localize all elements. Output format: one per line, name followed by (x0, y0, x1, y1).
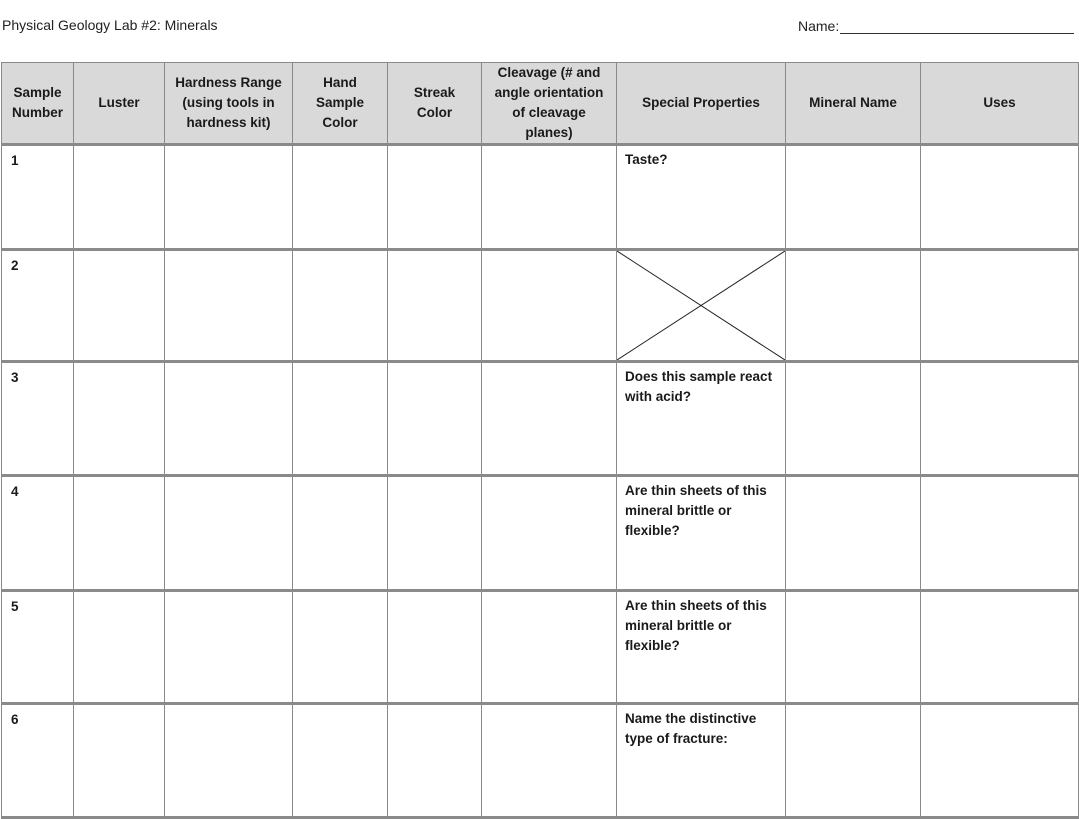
uses-cell[interactable] (921, 250, 1079, 362)
table-row (2, 362, 1079, 476)
streak-color-cell[interactable] (388, 145, 482, 250)
sample-number-cell: 4 (2, 476, 74, 591)
header-row (2, 63, 1079, 145)
uses-cell[interactable] (921, 145, 1079, 250)
luster-cell[interactable] (74, 476, 165, 591)
sample-number-cell: 6 (2, 704, 74, 818)
mineral-name-cell[interactable] (786, 145, 921, 250)
uses-cell[interactable] (921, 704, 1079, 818)
page-title: Physical Geology Lab #2: Minerals (2, 17, 218, 33)
uses-cell[interactable] (921, 591, 1079, 704)
mineral-name-cell[interactable] (786, 250, 921, 362)
col-header-hardness: Hardness Range (using tools in hardness kit) (165, 63, 293, 145)
hand-sample-color-cell[interactable] (293, 145, 388, 250)
name-field-group (798, 17, 1074, 34)
uses-cell[interactable] (921, 362, 1079, 476)
table-row (2, 476, 1079, 591)
luster-cell[interactable] (74, 591, 165, 704)
hand-sample-color-cell[interactable] (293, 476, 388, 591)
sample-number-cell: 2 (2, 250, 74, 362)
col-header-streak-color: Streak Color (388, 63, 482, 145)
cleavage-cell[interactable] (482, 362, 617, 476)
cleavage-cell[interactable] (482, 591, 617, 704)
hardness-cell[interactable] (165, 250, 293, 362)
cleavage-cell[interactable] (482, 145, 617, 250)
special-properties-cell[interactable]: Does this sample react with acid? (617, 362, 786, 476)
sample-number-cell: 5 (2, 591, 74, 704)
hand-sample-color-cell[interactable] (293, 591, 388, 704)
cleavage-cell[interactable] (482, 250, 617, 362)
mineral-name-cell[interactable] (786, 704, 921, 818)
streak-color-cell[interactable] (388, 476, 482, 591)
luster-cell[interactable] (74, 145, 165, 250)
col-header-special-properties: Special Properties (617, 63, 786, 145)
special-properties-cell[interactable]: Are thin sheets of this mineral brittle or flexible? (617, 476, 786, 591)
mineral-name-cell[interactable] (786, 362, 921, 476)
cross-out-mark (617, 251, 785, 360)
luster-cell[interactable] (74, 704, 165, 818)
col-header-mineral-name: Mineral Name (786, 63, 921, 145)
table-row (2, 591, 1079, 704)
streak-color-cell[interactable] (388, 704, 482, 818)
luster-cell[interactable] (74, 250, 165, 362)
streak-color-cell[interactable] (388, 250, 482, 362)
cleavage-cell[interactable] (482, 476, 617, 591)
name-label: Name: (798, 18, 840, 34)
col-header-uses: Uses (921, 63, 1079, 145)
hand-sample-color-cell[interactable] (293, 704, 388, 818)
table-row (2, 145, 1079, 250)
col-header-luster: Luster (74, 63, 165, 145)
uses-cell[interactable] (921, 476, 1079, 591)
streak-color-cell[interactable] (388, 591, 482, 704)
mineral-name-cell[interactable] (786, 476, 921, 591)
table-row (2, 250, 1079, 362)
special-properties-cell[interactable]: Name the distinctive type of fracture: (617, 704, 786, 818)
hardness-cell[interactable] (165, 704, 293, 818)
col-header-cleavage: Cleavage (# and angle orientation of cleavage planes) (482, 63, 617, 145)
hardness-cell[interactable] (165, 476, 293, 591)
special-properties-cell[interactable]: Are thin sheets of this mineral brittle or flexible? (617, 591, 786, 704)
name-blank-line[interactable] (840, 17, 1074, 34)
table-row (2, 704, 1079, 818)
col-header-sample-number: Sample Number (2, 63, 74, 145)
sample-number-cell: 1 (2, 145, 74, 250)
hardness-cell[interactable] (165, 145, 293, 250)
hand-sample-color-cell[interactable] (293, 362, 388, 476)
cleavage-cell[interactable] (482, 704, 617, 818)
streak-color-cell[interactable] (388, 362, 482, 476)
special-properties-crossed-out-cell (617, 250, 786, 362)
hand-sample-color-cell[interactable] (293, 250, 388, 362)
minerals-table (1, 62, 1079, 819)
special-properties-cell[interactable]: Taste? (617, 145, 786, 250)
sample-number-cell: 3 (2, 362, 74, 476)
col-header-hand-sample-color: Hand Sample Color (293, 63, 388, 145)
hardness-cell[interactable] (165, 591, 293, 704)
mineral-name-cell[interactable] (786, 591, 921, 704)
luster-cell[interactable] (74, 362, 165, 476)
hardness-cell[interactable] (165, 362, 293, 476)
